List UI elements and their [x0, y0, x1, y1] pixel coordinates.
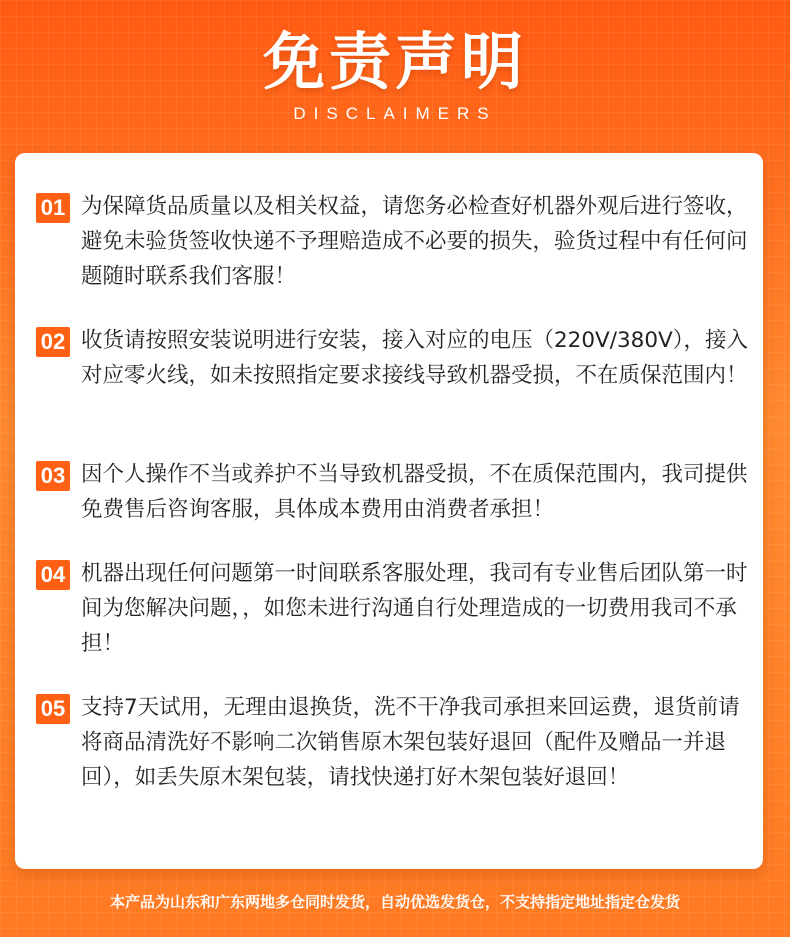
- item-number-badge: 01: [36, 193, 70, 223]
- item-number-badge: 05: [36, 694, 70, 724]
- item-number-badge: 03: [36, 461, 70, 491]
- page-title: 免责声明: [262, 25, 527, 98]
- item-text: 因个人操作不当或养护不当导致机器受损，不在质保范围内，我司提供免费售后咨询客服，具体成本费用由消费者承担！: [81, 462, 748, 522]
- item-text: 收货请按照安装说明进行安装，接入对应的电压（220V/380V），接入对应零火线，如未按照指定要求接线导致机器受损，不在质保范围内！: [81, 328, 748, 388]
- shipping-note: 本产品为山东和广东两地多仓同时发货，自动优选发货仓，不支持指定地址指定仓发货: [109, 893, 680, 911]
- item-text: 为保障货品质量以及相关权益，请您务必检查好机器外观后进行签收，避免未验货签收快递不予理赔造成不必要的损失，验货过程中有任何问题随时联系我们客服！: [81, 194, 748, 289]
- page-subtitle: DISCLAIMERS: [293, 104, 497, 123]
- disclaimer-card: [15, 153, 763, 869]
- item-number-badge: 02: [36, 327, 70, 357]
- item-text: 机器出现任何问题第一时间联系客服处理，我司有专业售后团队第一时间为您解决问题，，如您未进行沟通自行处理造成的一切费用我司不承担！: [81, 561, 748, 656]
- item-number-badge: 04: [36, 560, 70, 590]
- item-text: 支持7天试用，无理由退换货，洗不干净我司承担来回运费，退货前请将商品清洗好不影响二次销售原木架包装好退回（配件及赠品一并退回），如丢失原木架包装，请找快递打好木架包装好退回！: [81, 695, 740, 790]
